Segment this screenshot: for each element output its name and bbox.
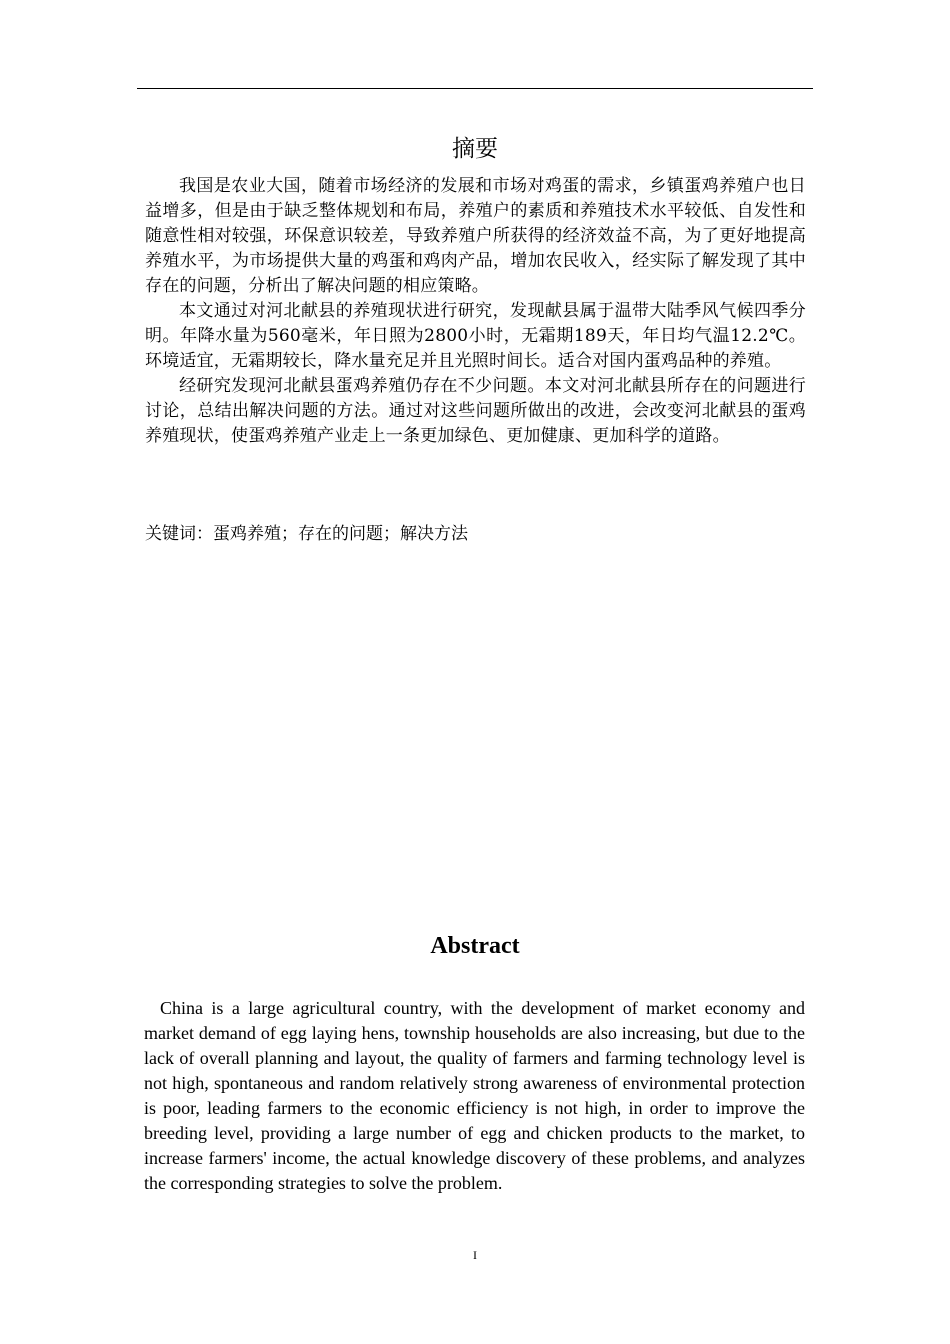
chinese-abstract-paragraph-3: 经研究发现河北献县蛋鸡养殖仍存在不少问题。本文对河北献县所存在的问题进行讨论，总结出解决问题的方法。通过对这些问题所做出的改进，会改变河北献县的蛋鸡养殖现状，使蛋鸡养殖产业走上一条更加绿色、更加健康、更加科学的道路。: [145, 376, 806, 446]
chinese-abstract-paragraph-1: 我国是农业大国，随着市场经济的发展和市场对鸡蛋的需求，乡镇蛋鸡养殖户也日益增多，但是由于缺乏整体规划和布局，养殖户的素质和养殖技术水平较低、自发性和随意性相对较强，环保意识较差，导致养殖户所获得的经济效益不高，为了更好地提高养殖水平，为市场提供大量的鸡蛋和鸡肉产品，增加农民收入，经实际了解发现了其中存在的问题，分析出了解决问题的相应策略。: [145, 176, 806, 296]
chinese-abstract-body: [145, 174, 806, 449]
english-abstract-title: Abstract: [430, 933, 520, 959]
keywords-label: 关键词：: [145, 524, 213, 544]
chinese-abstract-title: 摘要: [452, 136, 498, 162]
keywords-value: 蛋鸡养殖；存在的问题；解决方法: [213, 524, 468, 544]
english-abstract-paragraph: China is a large agricultural country, with the development of market economy and market demand of egg laying hens, township households are also increasing, but due to the lack of overall planning and layout, the quality of farmers and farming technology level is not high, spontaneous and random relatively strong awareness of environmental protection is poor, leading farmers to the economic efficiency is not high, in order to improve the breeding level, providing a large number of egg and chicken products to the market, to increase farmers' income, the actual knowledge discovery of these problems, and analyzes the corresponding strategies to solve the problem.: [144, 998, 805, 1193]
keywords-line: [145, 522, 806, 547]
header-rule: [137, 88, 813, 89]
page-number: I: [473, 1248, 477, 1262]
chinese-abstract-paragraph-2: 本文通过对河北献县的养殖现状进行研究，发现献县属于温带大陆季风气候四季分明。年降水量为560毫米，年日照为2800小时，无霜期189天，年日均气温12.2℃。环境适宜，无霜期较长，降水量充足并且光照时间长。适合对国内蛋鸡品种的养殖。: [145, 301, 806, 371]
